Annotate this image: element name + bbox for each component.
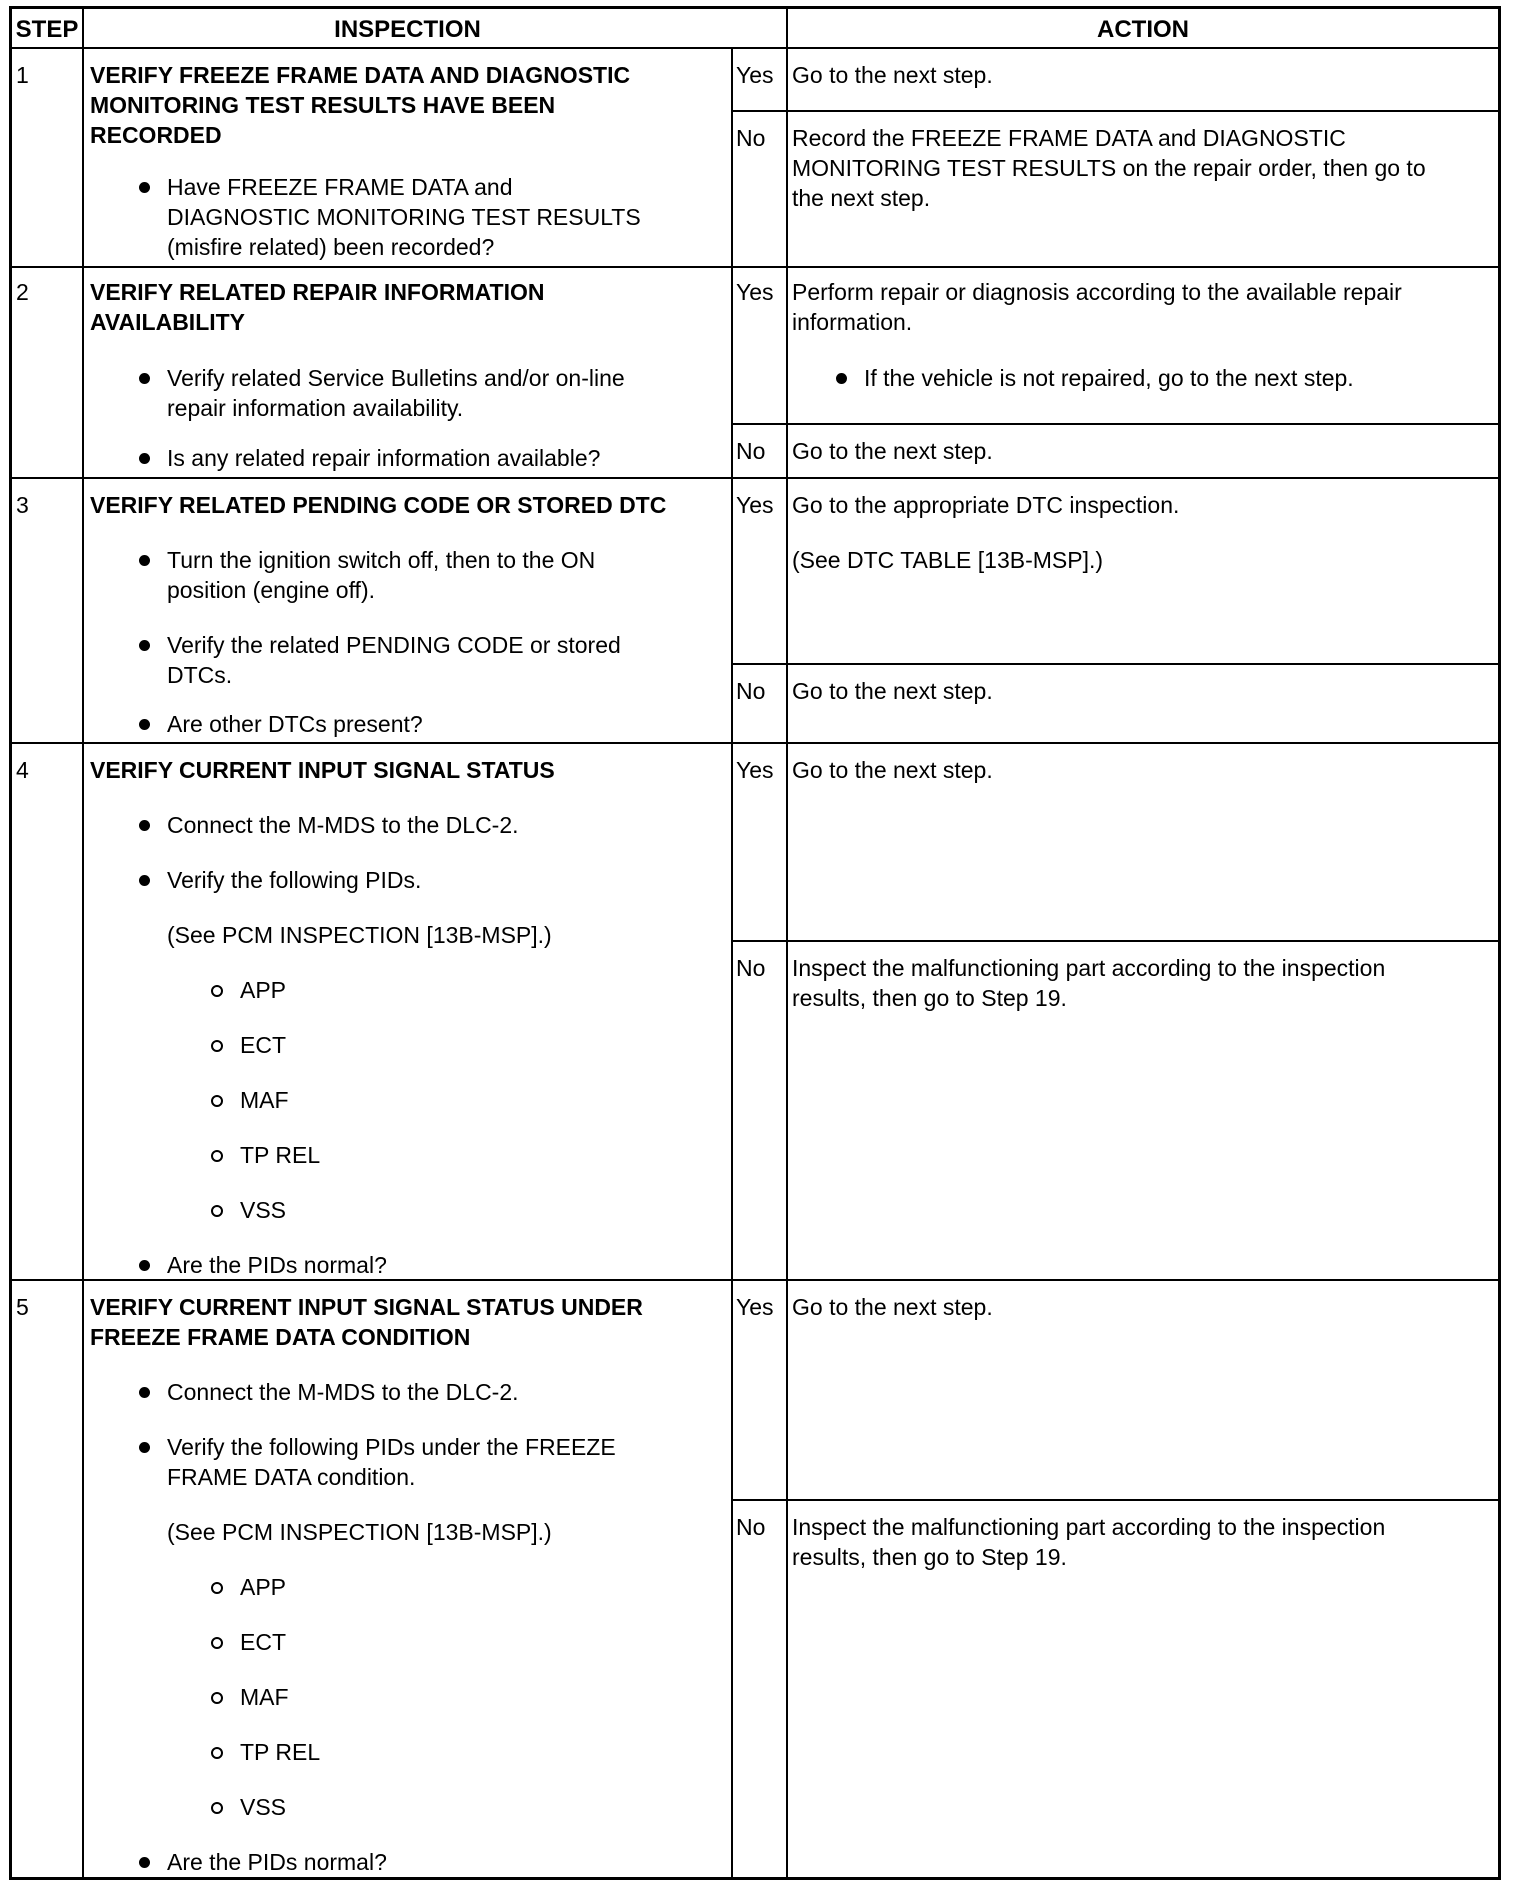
yesno-rule: [731, 110, 1498, 112]
bullet-icon: [139, 373, 150, 384]
yesno-rule: [731, 940, 1498, 942]
step-title: VERIFY RELATED REPAIR INFORMATION: [90, 279, 545, 305]
yes-action: Go to the next step.: [792, 62, 993, 88]
yes-action: Perform repair or diagnosis according to the available repair: [792, 279, 1402, 305]
bullet-text: Turn the ignition switch off, then to the ON: [167, 547, 596, 573]
step-title: VERIFY CURRENT INPUT SIGNAL STATUS UNDER: [90, 1294, 643, 1320]
bullet-text: position (engine off).: [167, 577, 375, 603]
bullet-icon: [139, 1260, 150, 1271]
sub-bullet-icon: [211, 1095, 223, 1107]
no-action: results, then go to Step 19.: [792, 1544, 1067, 1570]
sub-bullet-icon: [211, 1150, 223, 1162]
no-label: No: [736, 955, 766, 981]
sub-bullet-icon: [211, 1802, 223, 1814]
bullet-text: Have FREEZE FRAME DATA and: [167, 174, 513, 200]
bullet-text: Is any related repair information available?: [167, 445, 601, 471]
bullet-text: FRAME DATA condition.: [167, 1464, 416, 1490]
yes-label: Yes: [736, 492, 774, 518]
bullet-text: Are the PIDs normal?: [167, 1252, 387, 1278]
sub-bullet-icon: [211, 1637, 223, 1649]
yes-action: Go to the next step.: [792, 757, 993, 783]
step-number: 4: [16, 757, 29, 783]
yes-action: Go to the appropriate DTC inspection.: [792, 492, 1180, 518]
yesno-rule: [731, 423, 1498, 425]
header-step: STEP: [15, 16, 79, 43]
step-title: FREEZE FRAME DATA CONDITION: [90, 1324, 471, 1350]
bullet-icon: [139, 555, 150, 566]
pid-item: ECT: [240, 1032, 286, 1058]
step-number: 3: [16, 492, 29, 518]
pid-item: TP REL: [240, 1142, 321, 1168]
col-divider-action: [786, 9, 788, 1877]
pid-item: TP REL: [240, 1739, 321, 1765]
no-action: Inspect the malfunctioning part according to the inspection: [792, 1514, 1386, 1540]
yes-bullet: If the vehicle is not repaired, go to the next step.: [864, 365, 1354, 391]
yesno-rule: [731, 663, 1498, 665]
pid-item: ECT: [240, 1629, 286, 1655]
yes-label: Yes: [736, 279, 774, 305]
sub-bullet-icon: [211, 1747, 223, 1759]
pid-item: APP: [240, 977, 287, 1003]
header-rule: [12, 47, 1498, 49]
bullet-icon: [139, 453, 150, 464]
bullet-icon: [139, 1857, 150, 1868]
no-label: No: [736, 678, 766, 704]
step-number: 1: [16, 62, 29, 88]
pid-item: MAF: [240, 1087, 289, 1113]
step-title: VERIFY CURRENT INPUT SIGNAL STATUS: [90, 757, 555, 783]
step-title: VERIFY FREEZE FRAME DATA AND DIAGNOSTIC: [90, 62, 631, 88]
yes-label: Yes: [736, 62, 774, 88]
no-label: No: [736, 1514, 766, 1540]
sub-bullet-icon: [211, 1040, 223, 1052]
bullet-text: Connect the M-MDS to the DLC-2.: [167, 1379, 519, 1405]
pid-item: MAF: [240, 1684, 289, 1710]
bullet-icon: [139, 182, 150, 193]
bullet-text: (misfire related) been recorded?: [167, 234, 495, 260]
no-label: No: [736, 438, 766, 464]
bullet-text: DIAGNOSTIC MONITORING TEST RESULTS: [167, 204, 641, 230]
col-divider-yesno: [731, 47, 733, 1877]
no-label: No: [736, 125, 766, 151]
bullet-text: Verify related Service Bulletins and/or on-line: [167, 365, 625, 391]
row-rule: [12, 266, 1498, 268]
step-number: 2: [16, 279, 29, 305]
sub-bullet-icon: [211, 985, 223, 997]
pid-item: VSS: [240, 1197, 287, 1223]
bullet-icon: [139, 1387, 150, 1398]
sub-bullet-icon: [211, 1692, 223, 1704]
row-rule: [12, 742, 1498, 744]
bullet-text: Connect the M-MDS to the DLC-2.: [167, 812, 519, 838]
bullet-icon: [836, 373, 847, 384]
see-reference: (See PCM INSPECTION [13B-MSP].): [167, 1519, 552, 1545]
yes-action: information.: [792, 309, 913, 335]
yesno-rule: [731, 1499, 1498, 1501]
bullet-text: Verify the following PIDs under the FREEZE: [167, 1434, 616, 1460]
step-number: 5: [16, 1294, 29, 1320]
bullet-text: repair information availability.: [167, 395, 464, 421]
bullet-icon: [139, 719, 150, 730]
diagnostic-table: [9, 6, 1501, 1880]
step-title: VERIFY RELATED PENDING CODE OR STORED DTC: [90, 492, 667, 518]
bullet-icon: [139, 640, 150, 651]
no-action: Go to the next step.: [792, 678, 993, 704]
pid-item: VSS: [240, 1794, 287, 1820]
no-action: Inspect the malfunctioning part according to the inspection: [792, 955, 1386, 981]
no-action: results, then go to Step 19.: [792, 985, 1067, 1011]
bullet-icon: [139, 1442, 150, 1453]
step-title: AVAILABILITY: [90, 309, 246, 335]
header-action: ACTION: [1097, 16, 1189, 43]
see-reference: (See PCM INSPECTION [13B-MSP].): [167, 922, 552, 948]
step-title: RECORDED: [90, 122, 222, 148]
header-inspection: INSPECTION: [334, 16, 481, 43]
sub-bullet-icon: [211, 1582, 223, 1594]
yes-label: Yes: [736, 757, 774, 783]
yes-action: Go to the next step.: [792, 1294, 993, 1320]
step-title: MONITORING TEST RESULTS HAVE BEEN: [90, 92, 556, 118]
bullet-text: Are the PIDs normal?: [167, 1849, 387, 1875]
no-action: Go to the next step.: [792, 438, 993, 464]
yes-note: (See DTC TABLE [13B-MSP].): [792, 547, 1104, 573]
bullet-icon: [139, 875, 150, 886]
no-action: MONITORING TEST RESULTS on the repair order, then go to: [792, 155, 1426, 181]
bullet-text: DTCs.: [167, 662, 233, 688]
no-action: the next step.: [792, 185, 931, 211]
no-action: Record the FREEZE FRAME DATA and DIAGNOSTIC: [792, 125, 1346, 151]
row-rule: [12, 477, 1498, 479]
sub-bullet-icon: [211, 1205, 223, 1217]
bullet-icon: [139, 820, 150, 831]
yes-label: Yes: [736, 1294, 774, 1320]
col-divider-step: [82, 9, 84, 1877]
bullet-text: Verify the following PIDs.: [167, 867, 422, 893]
pid-item: APP: [240, 1574, 287, 1600]
bullet-text: Are other DTCs present?: [167, 711, 423, 737]
bullet-text: Verify the related PENDING CODE or stored: [167, 632, 621, 658]
